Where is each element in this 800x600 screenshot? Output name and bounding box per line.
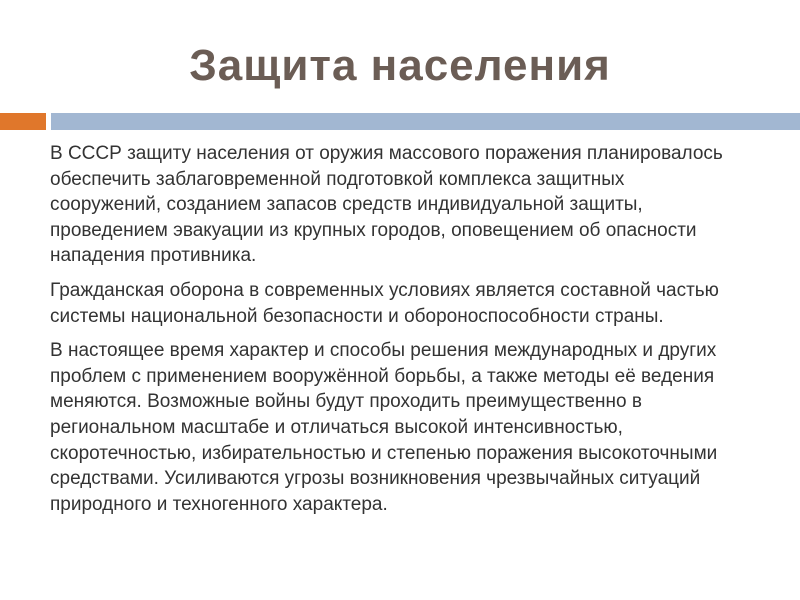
paragraph-modern-threats: В настоящее время характер и способы решения международных и других проблем с применением вооружённой борьбы, а также методы её ведения меняются. Возможные войны будут проходить преимущественно в региональном масштабе и отличаться высокой интенсивностью, скоротечностью, избирательностью и степенью поражения высокоточными средствами. Усиливаются угрозы возникновения чрезвычайных ситуаций природного и техногенного характера. bbox=[50, 340, 718, 515]
paragraph-ussr-protection: В СССР защиту населения от оружия массового поражения планировалось обеспечить заблаговременной подготовкой комплекса защитных сооружений, созданием запасов средств индивидуальной защиты, проведением эвакуации из крупных городов, оповещением об опасности нападения противника. bbox=[50, 143, 723, 267]
slide-title: Защита населения bbox=[189, 41, 611, 90]
accent-bar-blue bbox=[51, 113, 800, 130]
slide-body bbox=[50, 141, 740, 526]
accent-bar-orange bbox=[0, 113, 46, 130]
paragraph-civil-defense: Гражданская оборона в современных условиях является составной частью системы национальной безопасности и обороноспособности страны. bbox=[50, 279, 719, 327]
